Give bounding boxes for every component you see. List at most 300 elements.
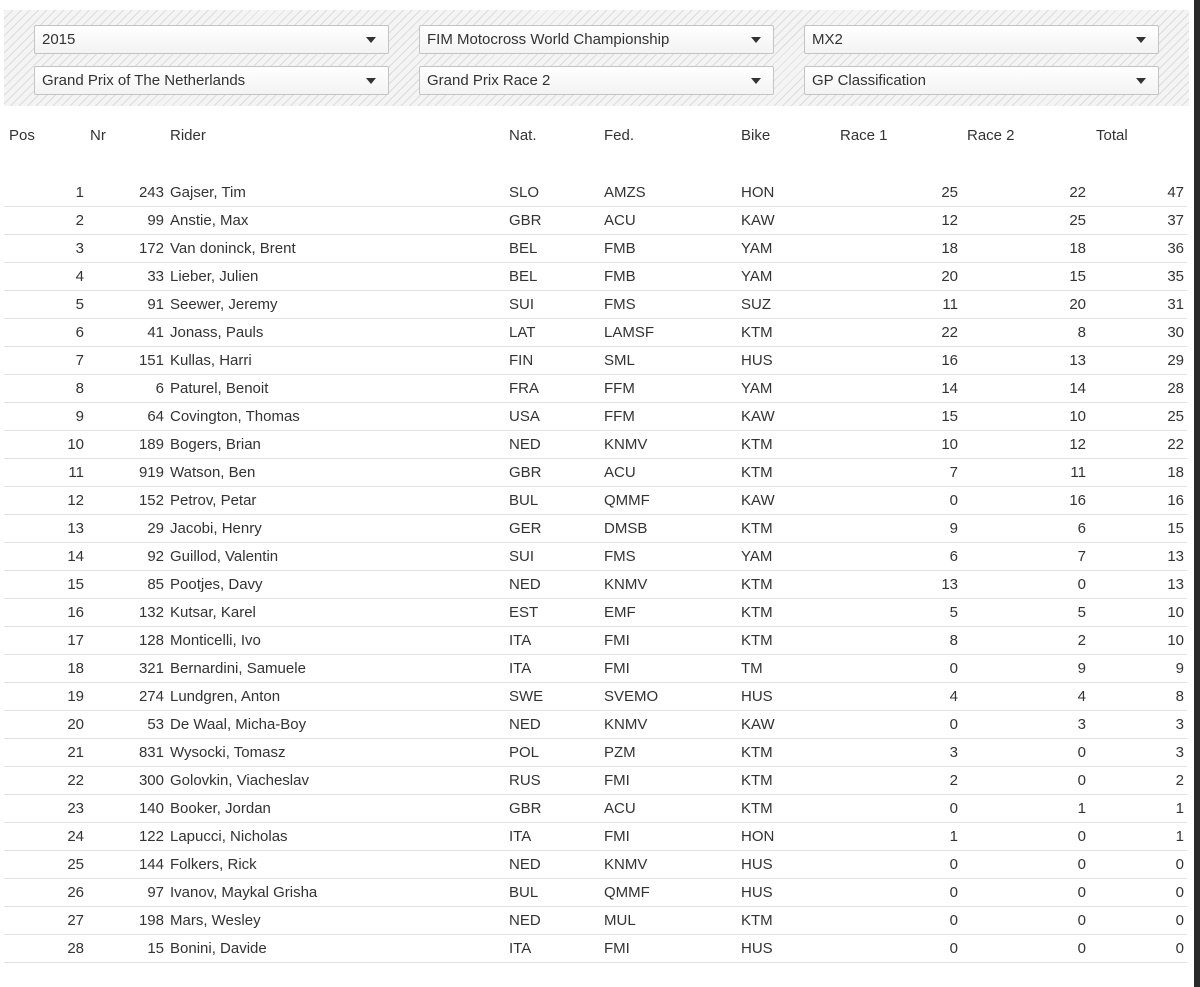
session-select-value: Grand Prix Race 2: [427, 72, 551, 89]
cell-total-points: 3: [1175, 716, 1184, 733]
cell-race2-points: 12: [1069, 436, 1086, 453]
cell-pos: 13: [67, 520, 84, 537]
cell-bike: KAW: [741, 716, 775, 733]
cell-rider-name: Lundgren, Anton: [170, 688, 281, 705]
cell-bike: SUZ: [741, 296, 771, 313]
cell-race2-points: 22: [1069, 184, 1086, 201]
table-row: [4, 627, 1187, 655]
cell-race1-points: 6: [949, 548, 958, 565]
cell-federation: SML: [604, 352, 635, 369]
column-header-total: Total: [1096, 127, 1128, 144]
cell-total-points: 13: [1167, 548, 1184, 565]
cell-total-points: 0: [1175, 856, 1184, 873]
cell-race1-points: 12: [941, 212, 958, 229]
cell-race2-points: 7: [1077, 548, 1086, 565]
cell-race2-points: 0: [1077, 912, 1086, 929]
filter-panel: [4, 10, 1189, 106]
cell-nationality: NED: [509, 912, 541, 929]
cell-pos: 10: [67, 436, 84, 453]
cell-federation: KNMV: [604, 576, 648, 593]
championship-select[interactable]: [419, 25, 774, 54]
cell-rider-name: Bonini, Davide: [170, 940, 267, 957]
cell-pos: 5: [75, 296, 84, 313]
cell-nationality: GER: [509, 520, 542, 537]
chevron-down-icon: [1136, 37, 1146, 43]
cell-race1-points: 18: [941, 240, 958, 257]
cell-federation: ACU: [604, 212, 636, 229]
cell-pos: 26: [67, 884, 84, 901]
cell-rider-name: Folkers, Rick: [170, 856, 257, 873]
cell-race2-points: 0: [1077, 744, 1086, 761]
column-header-pos: Pos: [9, 127, 35, 144]
cell-federation: FMI: [604, 828, 630, 845]
cell-rider-name: Bernardini, Samuele: [170, 660, 306, 677]
cell-federation: AMZS: [604, 184, 646, 201]
cell-rider-number: 321: [138, 660, 164, 677]
cell-federation: FMB: [604, 240, 636, 257]
cell-nationality: SWE: [509, 688, 544, 705]
cell-race2-points: 8: [1077, 324, 1086, 341]
cell-race2-points: 15: [1069, 268, 1086, 285]
cell-rider-number: 831: [138, 744, 164, 761]
cell-total-points: 29: [1167, 352, 1184, 369]
cell-race2-points: 4: [1077, 688, 1086, 705]
cell-rider-name: Lapucci, Nicholas: [170, 828, 288, 845]
event-select-value: Grand Prix of The Netherlands: [42, 72, 246, 89]
cell-pos: 8: [75, 380, 84, 397]
table-body: [4, 179, 1187, 963]
cell-rider-number: 15: [147, 940, 164, 957]
chevron-down-icon: [366, 37, 376, 43]
cell-bike: HUS: [741, 884, 773, 901]
chevron-down-icon: [751, 78, 761, 84]
cell-total-points: 31: [1167, 296, 1184, 313]
classification-select[interactable]: [804, 66, 1159, 95]
cell-race2-points: 11: [1070, 464, 1086, 481]
table-header: [4, 119, 1187, 153]
cell-pos: 6: [75, 324, 84, 341]
cell-race1-points: 0: [949, 492, 958, 509]
table-row: [4, 739, 1187, 767]
cell-total-points: 0: [1175, 940, 1184, 957]
cell-rider-number: 919: [138, 464, 164, 481]
cell-nationality: NED: [509, 716, 541, 733]
class-select-value: MX2: [812, 31, 843, 48]
cell-rider-name: Petrov, Petar: [170, 492, 257, 509]
cell-rider-number: 274: [138, 688, 164, 705]
cell-rider-name: Kullas, Harri: [170, 352, 252, 369]
cell-pos: 12: [67, 492, 84, 509]
cell-bike: KTM: [741, 464, 773, 481]
cell-rider-number: 53: [147, 716, 164, 733]
cell-bike: HUS: [741, 352, 773, 369]
cell-bike: YAM: [741, 380, 773, 397]
cell-total-points: 25: [1167, 408, 1184, 425]
cell-rider-name: Watson, Ben: [170, 464, 256, 481]
cell-nationality: GBR: [509, 800, 542, 817]
cell-rider-number: 152: [138, 492, 164, 509]
column-header-nr: Nr: [90, 127, 106, 144]
cell-federation: FFM: [604, 380, 635, 397]
cell-nationality: POL: [509, 744, 540, 761]
cell-bike: KTM: [741, 604, 773, 621]
cell-bike: KTM: [741, 520, 773, 537]
cell-nationality: LAT: [509, 324, 536, 341]
cell-race1-points: 7: [949, 464, 958, 481]
cell-total-points: 0: [1175, 884, 1184, 901]
cell-race2-points: 16: [1069, 492, 1086, 509]
cell-race2-points: 0: [1077, 828, 1086, 845]
cell-federation: FMS: [604, 548, 636, 565]
table-row: [4, 291, 1187, 319]
cell-bike: KTM: [741, 772, 773, 789]
cell-race2-points: 3: [1077, 716, 1086, 733]
cell-total-points: 1: [1175, 800, 1184, 817]
cell-rider-number: 140: [138, 800, 164, 817]
table-row: [4, 767, 1187, 795]
cell-rider-name: Ivanov, Maykal Grisha: [170, 884, 318, 901]
cell-federation: DMSB: [604, 520, 648, 537]
chevron-down-icon: [1136, 78, 1146, 84]
column-header-rider: Rider: [170, 127, 206, 144]
cell-total-points: 18: [1167, 464, 1184, 481]
cell-race1-points: 0: [949, 800, 958, 817]
cell-total-points: 13: [1167, 576, 1184, 593]
cell-federation: FMI: [604, 660, 630, 677]
cell-rider-name: Van doninck, Brent: [170, 240, 296, 257]
cell-total-points: 3: [1175, 744, 1184, 761]
cell-bike: KTM: [741, 576, 773, 593]
cell-pos: 16: [67, 604, 84, 621]
cell-bike: KAW: [741, 492, 775, 509]
cell-race1-points: 0: [949, 856, 958, 873]
table-row: [4, 879, 1187, 907]
cell-bike: HON: [741, 828, 775, 845]
cell-race1-points: 25: [941, 184, 958, 201]
cell-federation: SVEMO: [604, 688, 659, 705]
table-row: [4, 179, 1187, 207]
cell-nationality: BUL: [509, 492, 539, 509]
cell-bike: KTM: [741, 800, 773, 817]
cell-pos: 11: [68, 464, 84, 481]
cell-rider-number: 198: [138, 912, 164, 929]
cell-race2-points: 0: [1077, 772, 1086, 789]
table-row: [4, 515, 1187, 543]
cell-pos: 19: [67, 688, 84, 705]
cell-race2-points: 1: [1077, 800, 1086, 817]
column-header-race2: Race 2: [967, 127, 1015, 144]
table-row: [4, 375, 1187, 403]
cell-race2-points: 25: [1069, 212, 1086, 229]
cell-total-points: 10: [1167, 632, 1184, 649]
cell-nationality: NED: [509, 436, 541, 453]
cell-federation: KNMV: [604, 716, 648, 733]
cell-bike: HON: [741, 184, 775, 201]
cell-race1-points: 0: [949, 912, 958, 929]
cell-race2-points: 2: [1077, 632, 1086, 649]
season-select-value: 2015: [42, 31, 76, 48]
cell-rider-number: 92: [147, 548, 164, 565]
cell-bike: KTM: [741, 632, 773, 649]
cell-pos: 1: [75, 184, 84, 201]
table-row: [4, 403, 1187, 431]
season-select[interactable]: [34, 25, 389, 54]
cell-rider-number: 29: [147, 520, 164, 537]
table-row: [4, 459, 1187, 487]
class-select[interactable]: [804, 25, 1159, 54]
cell-bike: TM: [741, 660, 763, 677]
table-row: [4, 347, 1187, 375]
table-row: [4, 543, 1187, 571]
table-row: [4, 431, 1187, 459]
cell-race1-points: 16: [941, 352, 958, 369]
cell-total-points: 37: [1167, 212, 1184, 229]
cell-pos: 4: [75, 268, 84, 285]
cell-race2-points: 6: [1077, 520, 1086, 537]
cell-rider-name: Golovkin, Viacheslav: [170, 772, 309, 789]
cell-federation: PZM: [604, 744, 636, 761]
cell-total-points: 47: [1167, 184, 1184, 201]
cell-rider-name: Mars, Wesley: [170, 912, 261, 929]
cell-total-points: 0: [1175, 912, 1184, 929]
cell-nationality: ITA: [509, 940, 532, 957]
cell-pos: 7: [75, 352, 84, 369]
cell-race1-points: 0: [949, 660, 958, 677]
cell-race1-points: 15: [941, 408, 958, 425]
cell-rider-name: Gajser, Tim: [170, 184, 246, 201]
cell-nationality: SUI: [509, 548, 535, 565]
cell-rider-number: 172: [138, 240, 164, 257]
table-row: [4, 207, 1187, 235]
cell-rider-name: Pootjes, Davy: [170, 576, 263, 593]
cell-rider-number: 64: [147, 408, 164, 425]
cell-race1-points: 3: [949, 744, 958, 761]
cell-bike: KTM: [741, 912, 773, 929]
cell-bike: KAW: [741, 408, 775, 425]
cell-nationality: SLO: [509, 184, 540, 201]
window-edge: [1194, 0, 1200, 987]
cell-federation: KNMV: [604, 856, 648, 873]
cell-nationality: EST: [509, 604, 539, 621]
cell-race2-points: 0: [1077, 940, 1086, 957]
cell-rider-number: 85: [147, 576, 164, 593]
cell-nationality: ITA: [509, 828, 532, 845]
cell-race2-points: 18: [1069, 240, 1086, 257]
cell-nationality: GBR: [509, 464, 542, 481]
cell-rider-name: Booker, Jordan: [170, 800, 271, 817]
cell-race2-points: 9: [1077, 660, 1086, 677]
cell-total-points: 15: [1167, 520, 1184, 537]
cell-race1-points: 22: [941, 324, 958, 341]
cell-bike: YAM: [741, 548, 773, 565]
cell-federation: KNMV: [604, 436, 648, 453]
cell-race2-points: 5: [1077, 604, 1086, 621]
cell-federation: FMI: [604, 632, 630, 649]
table-row: [4, 235, 1187, 263]
cell-bike: HUS: [741, 940, 773, 957]
cell-rider-number: 300: [138, 772, 164, 789]
cell-rider-name: Covington, Thomas: [170, 408, 300, 425]
cell-pos: 17: [67, 632, 84, 649]
table-row: [4, 851, 1187, 879]
cell-race2-points: 14: [1069, 380, 1086, 397]
cell-pos: 24: [67, 828, 84, 845]
cell-nationality: FIN: [509, 352, 534, 369]
table-row: [4, 599, 1187, 627]
cell-pos: 21: [67, 744, 84, 761]
cell-total-points: 9: [1175, 660, 1184, 677]
cell-bike: YAM: [741, 240, 773, 257]
cell-nationality: ITA: [509, 660, 532, 677]
cell-pos: 22: [67, 772, 84, 789]
cell-nationality: BEL: [509, 268, 538, 285]
cell-race1-points: 10: [941, 436, 958, 453]
championship-select-value: FIM Motocross World Championship: [427, 31, 670, 48]
cell-race1-points: 11: [942, 296, 958, 313]
chevron-down-icon: [751, 37, 761, 43]
cell-rider-name: Lieber, Julien: [170, 268, 259, 285]
cell-rider-number: 99: [147, 212, 164, 229]
cell-total-points: 30: [1167, 324, 1184, 341]
cell-race1-points: 2: [949, 772, 958, 789]
classification-select-value: GP Classification: [812, 72, 926, 89]
cell-race2-points: 0: [1077, 884, 1086, 901]
cell-federation: LAMSF: [604, 324, 655, 341]
cell-federation: ACU: [604, 464, 636, 481]
cell-total-points: 16: [1167, 492, 1184, 509]
cell-pos: 9: [75, 408, 84, 425]
cell-race1-points: 14: [941, 380, 958, 397]
cell-race1-points: 20: [941, 268, 958, 285]
table-row: [4, 571, 1187, 599]
cell-nationality: ITA: [509, 632, 532, 649]
cell-bike: HUS: [741, 688, 773, 705]
table-row: [4, 319, 1187, 347]
event-select[interactable]: [34, 66, 389, 95]
cell-pos: 27: [67, 912, 84, 929]
cell-pos: 28: [67, 940, 84, 957]
cell-total-points: 36: [1167, 240, 1184, 257]
table-row: [4, 711, 1187, 739]
cell-race1-points: 5: [949, 604, 958, 621]
cell-rider-number: 189: [138, 436, 164, 453]
cell-federation: FMI: [604, 940, 630, 957]
cell-race1-points: 0: [949, 884, 958, 901]
table-row: [4, 487, 1187, 515]
cell-federation: EMF: [604, 604, 636, 621]
cell-bike: KTM: [741, 324, 773, 341]
cell-race1-points: 13: [941, 576, 958, 593]
cell-rider-number: 144: [138, 856, 164, 873]
cell-rider-name: Anstie, Max: [170, 212, 249, 229]
table-row: [4, 655, 1187, 683]
cell-nationality: GBR: [509, 212, 542, 229]
cell-pos: 3: [75, 240, 84, 257]
cell-total-points: 22: [1167, 436, 1184, 453]
cell-total-points: 8: [1175, 688, 1184, 705]
cell-federation: MUL: [604, 912, 636, 929]
table-row: [4, 683, 1187, 711]
cell-rider-name: Seewer, Jeremy: [170, 296, 278, 313]
cell-rider-name: Monticelli, Ivo: [170, 632, 261, 649]
cell-rider-number: 6: [155, 380, 164, 397]
cell-total-points: 10: [1167, 604, 1184, 621]
cell-rider-number: 132: [138, 604, 164, 621]
cell-nationality: USA: [509, 408, 540, 425]
cell-pos: 2: [75, 212, 84, 229]
cell-nationality: NED: [509, 856, 541, 873]
cell-rider-name: Paturel, Benoit: [170, 380, 269, 397]
cell-race2-points: 20: [1069, 296, 1086, 313]
table-row: [4, 907, 1187, 935]
cell-pos: 14: [67, 548, 84, 565]
cell-nationality: FRA: [509, 380, 539, 397]
cell-pos: 15: [67, 576, 84, 593]
cell-bike: KTM: [741, 744, 773, 761]
cell-race2-points: 10: [1069, 408, 1086, 425]
session-select[interactable]: [419, 66, 774, 95]
cell-rider-name: Kutsar, Karel: [170, 604, 256, 621]
cell-federation: FFM: [604, 408, 635, 425]
cell-pos: 23: [67, 800, 84, 817]
cell-rider-name: Wysocki, Tomasz: [170, 744, 286, 761]
cell-race1-points: 1: [949, 828, 958, 845]
cell-bike: KTM: [741, 436, 773, 453]
cell-rider-name: Guillod, Valentin: [170, 548, 279, 565]
cell-race2-points: 0: [1077, 856, 1086, 873]
cell-federation: FMI: [604, 772, 630, 789]
cell-federation: ACU: [604, 800, 636, 817]
cell-total-points: 28: [1167, 380, 1184, 397]
cell-rider-number: 91: [147, 296, 164, 313]
cell-rider-name: Bogers, Brian: [170, 436, 261, 453]
cell-rider-number: 151: [138, 352, 164, 369]
cell-federation: FMB: [604, 268, 636, 285]
cell-rider-name: Jacobi, Henry: [170, 520, 262, 537]
table-row: [4, 263, 1187, 291]
chevron-down-icon: [366, 78, 376, 84]
cell-pos: 25: [67, 856, 84, 873]
cell-rider-number: 128: [138, 632, 164, 649]
cell-nationality: RUS: [509, 772, 541, 789]
table-row: [4, 935, 1187, 963]
cell-pos: 18: [67, 660, 84, 677]
table-row: [4, 795, 1187, 823]
cell-total-points: 35: [1167, 268, 1184, 285]
cell-rider-number: 33: [147, 268, 164, 285]
cell-nationality: BEL: [509, 240, 538, 257]
column-header-fed: Fed.: [604, 127, 635, 144]
column-header-race1: Race 1: [840, 127, 888, 144]
cell-race1-points: 9: [949, 520, 958, 537]
cell-race1-points: 0: [949, 716, 958, 733]
cell-bike: HUS: [741, 856, 773, 873]
column-header-bike: Bike: [741, 127, 771, 144]
cell-federation: QMMF: [604, 884, 650, 901]
cell-race2-points: 13: [1069, 352, 1086, 369]
table-row: [4, 823, 1187, 851]
cell-nationality: SUI: [509, 296, 535, 313]
cell-pos: 20: [67, 716, 84, 733]
cell-total-points: 2: [1175, 772, 1184, 789]
cell-total-points: 1: [1175, 828, 1184, 845]
cell-federation: FMS: [604, 296, 636, 313]
cell-bike: YAM: [741, 268, 773, 285]
cell-race1-points: 8: [949, 632, 958, 649]
cell-race1-points: 4: [949, 688, 958, 705]
cell-nationality: BUL: [509, 884, 539, 901]
cell-rider-number: 97: [147, 884, 164, 901]
